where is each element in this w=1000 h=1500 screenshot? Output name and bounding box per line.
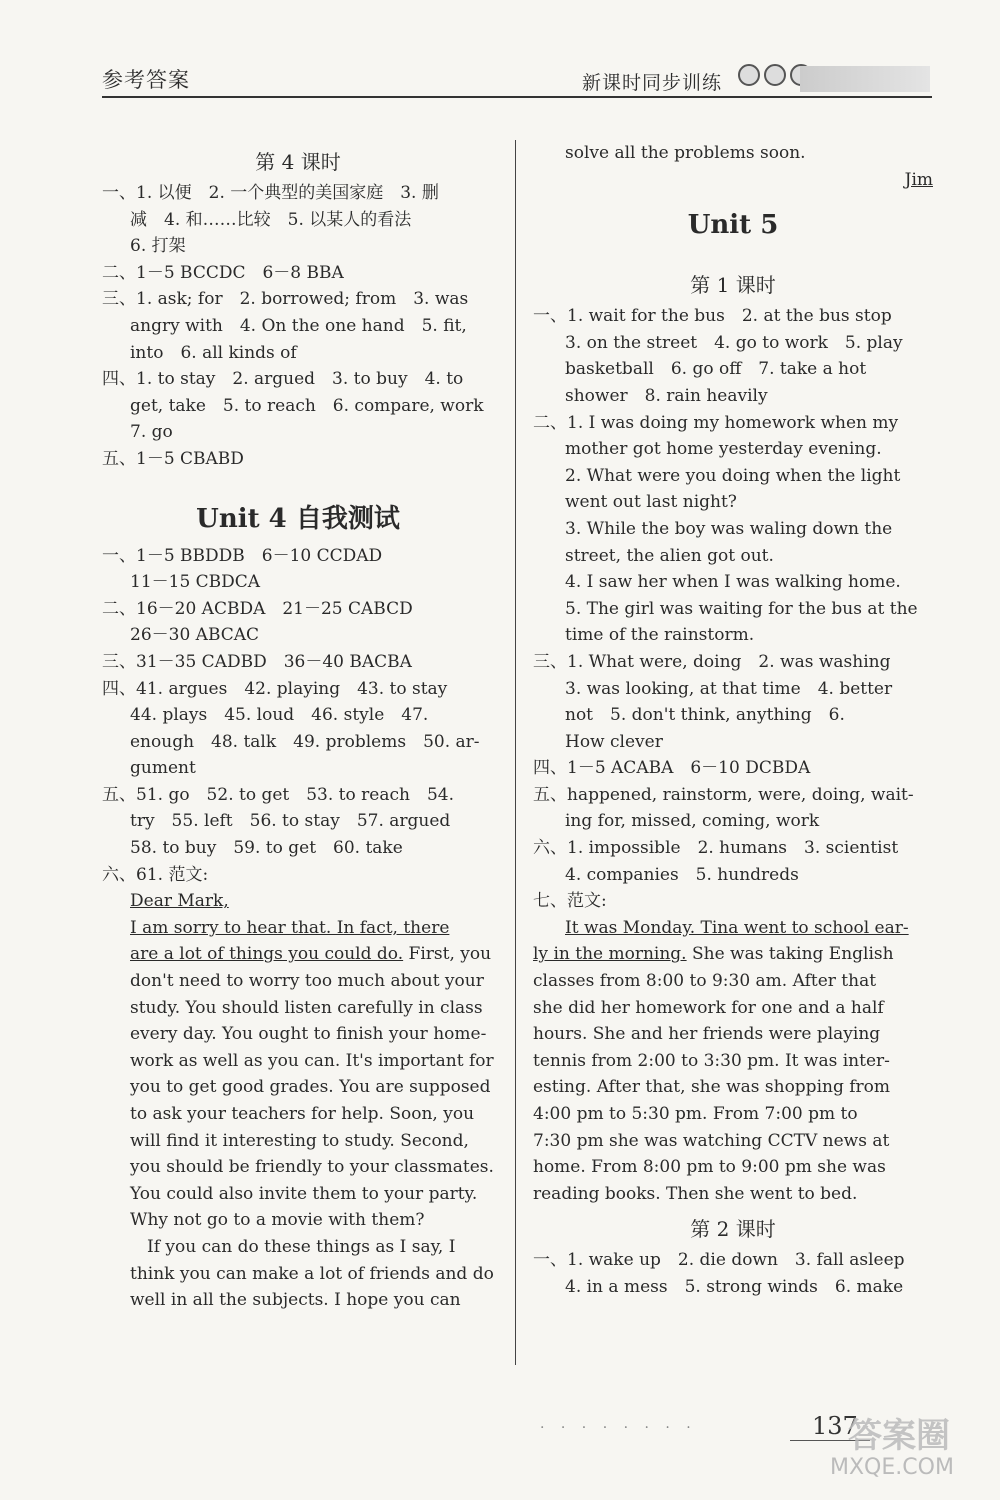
answer-line: time of the rainstorm. xyxy=(565,625,755,646)
essay-line: tennis from 2:00 to 3:30 pm. It was inter- xyxy=(533,1050,890,1071)
essay-line: don't need to worry too much about your xyxy=(130,971,484,992)
essay-line: will find it interesting to study. Second, xyxy=(130,1130,469,1151)
answer-line: How clever xyxy=(565,731,663,752)
essay-line: to ask your teachers for help. Soon, you xyxy=(130,1104,475,1124)
essay-underlined: I am sorry to hear that. In fact, there xyxy=(130,917,450,938)
answer-line: 三、1. ask; for 2. borrowed; from 3. was xyxy=(102,289,469,310)
answer-line: went out last night? xyxy=(565,492,737,513)
answer-line: 五、51. go 52. to get 53. to reach 54. xyxy=(102,784,454,805)
essay-line xyxy=(102,941,494,968)
answer-line: ing for, missed, coming, work xyxy=(565,811,820,832)
answer-line: enough 48. talk 49. problems 50. ar- xyxy=(130,731,480,752)
answer-line: 11－15 CBDCA xyxy=(130,572,261,593)
essay-underlined: It was Monday. Tina went to school ear- xyxy=(565,917,909,938)
answer-line: 二、1. I was doing my homework when my xyxy=(533,412,899,433)
answer-line: 一、1. 以便 2. 一个典型的美国家庭 3. 删 xyxy=(102,183,439,203)
footer-dots: · · · · · · · · xyxy=(540,1420,697,1436)
lesson4-heading: 第 4 课时 xyxy=(255,150,341,174)
answer-line: 4. I saw her when I was walking home. xyxy=(565,572,901,593)
answer-line: 五、1－5 CBABD xyxy=(102,448,244,469)
answer-line: 四、41. argues 42. playing 43. to stay xyxy=(102,678,448,699)
essay-line: every day. You ought to finish your home- xyxy=(130,1024,487,1045)
answer-line: shower 8. rain heavily xyxy=(565,385,768,406)
essay-line: well in all the subjects. I hope you can xyxy=(130,1290,461,1311)
essay-line: If you can do these things as I say, I xyxy=(130,1236,456,1257)
watermark-url: MXQE.COM xyxy=(830,1455,954,1480)
answer-line: angry with 4. On the one hand 5. fit, xyxy=(130,315,467,336)
essay-line: esting. After that, she was shopping from xyxy=(533,1077,891,1098)
answer-line: not 5. don't think, anything 6. xyxy=(565,705,845,726)
essay-underlined: ly in the morning. xyxy=(533,944,687,965)
header-left-title: 参考答案 xyxy=(102,68,190,92)
answer-line: 六、61. 范文: xyxy=(102,864,209,885)
answer-line: 6. 打架 xyxy=(130,236,186,257)
essay-line: classes from 8:00 to 9:30 am. After that xyxy=(533,971,877,992)
answer-line: 5. The girl was waiting for the bus at the xyxy=(565,598,918,619)
answer-line: 二、16－20 ACBDA 21－25 CABCD xyxy=(102,598,413,619)
essay-line: she did her homework for one and a half xyxy=(533,997,884,1018)
essay-signature: Jim xyxy=(904,169,933,190)
answer-line: 六、1. impossible 2. humans 3. scientist xyxy=(533,838,899,859)
essay-line: study. You should listen carefully in class xyxy=(130,997,483,1018)
answer-line: mother got home yesterday evening. xyxy=(565,439,882,460)
logo-circle-icon xyxy=(764,64,786,86)
answer-line: 58. to buy 59. to get 60. take xyxy=(130,838,403,859)
answer-line: 四、1－5 ACABA 6－10 DCBDA xyxy=(533,758,811,779)
essay-line: solve all the problems soon. xyxy=(565,143,806,163)
essay-text: First, you xyxy=(403,944,492,965)
unit4-test-heading: Unit 4 自我测试 xyxy=(196,503,400,534)
answer-line: 四、1. to stay 2. argued 3. to buy 4. to xyxy=(102,369,464,390)
essay-line: reading books. Then she went to bed. xyxy=(533,1183,858,1204)
answer-line: 一、1. wake up 2. die down 3. fall asleep xyxy=(533,1250,905,1271)
answer-line: street, the alien got out. xyxy=(565,545,774,566)
answer-line: into 6. all kinds of xyxy=(130,342,297,363)
logo-circle-icon xyxy=(738,64,760,86)
lesson2-heading: 第 2 课时 xyxy=(690,1217,776,1242)
header-right-title: 新课时同步训练 xyxy=(582,72,723,94)
answer-line: 三、1. What were, doing 2. was washing xyxy=(533,651,891,672)
essay-line xyxy=(102,915,494,942)
answer-line: get, take 5. to reach 6. compare, work xyxy=(130,395,484,416)
header-decoration xyxy=(800,66,930,92)
essay-line: you should be friendly to your classmates. xyxy=(130,1157,494,1178)
header-rule xyxy=(102,96,932,98)
column-divider xyxy=(515,140,516,1365)
right-column xyxy=(533,140,933,1301)
answer-line: basketball 6. go off 7. take a hot xyxy=(565,359,867,380)
answer-line: 二、1－5 BCCDC 6－8 BBA xyxy=(102,262,344,283)
essay-line: You could also invite them to your party. xyxy=(130,1183,478,1204)
answer-line: 44. plays 45. loud 46. style 47. xyxy=(130,705,429,726)
essay-line xyxy=(533,915,933,942)
page-number: 137 xyxy=(812,1412,858,1440)
answer-line: 3. was looking, at that time 4. better xyxy=(565,678,893,699)
essay-line: Why not go to a movie with them? xyxy=(130,1210,425,1231)
answer-line: 4. in a mess 5. strong winds 6. make xyxy=(565,1276,904,1297)
answer-line: 2. What were you doing when the light xyxy=(565,465,901,486)
answer-line: 减 4. 和……比较 5. 以某人的看法 xyxy=(130,209,412,230)
essay-line: 7:30 pm she was watching CCTV news at xyxy=(533,1130,890,1151)
answer-line: try 55. left 56. to stay 57. argued xyxy=(130,811,451,832)
lesson1-heading: 第 1 课时 xyxy=(690,273,776,298)
unit5-heading: Unit 5 xyxy=(687,210,779,241)
essay-line: work as well as you can. It's important for xyxy=(130,1050,494,1071)
answer-line: 一、1. wait for the bus 2. at the bus stop xyxy=(533,306,892,327)
essay-text: She was taking English xyxy=(686,944,894,965)
answer-line: 三、31－35 CADBD 36－40 BACBA xyxy=(102,651,412,672)
answer-line: gument xyxy=(130,758,196,779)
essay-line: 4:00 pm to 5:30 pm. From 7:00 pm to xyxy=(533,1104,858,1124)
answer-line: 26－30 ABCAC xyxy=(130,625,260,646)
essay-line: you to get good grades. You are supposed xyxy=(130,1077,491,1098)
answer-line: 五、happened, rainstorm, were, doing, wait- xyxy=(533,784,914,805)
answer-line: 4. companies 5. hundreds xyxy=(565,864,799,885)
essay-line: think you can make a lot of friends and do xyxy=(130,1263,494,1284)
answer-line: 七、范文: xyxy=(533,891,607,912)
watermark-logo: 答案圈 xyxy=(848,1416,950,1456)
answer-line: 3. on the street 4. go to work 5. play xyxy=(565,332,903,353)
essay-underlined: are a lot of things you could do. xyxy=(130,944,404,965)
answer-line: 7. go xyxy=(130,422,173,443)
essay-line: home. From 8:00 pm to 9:00 pm she was xyxy=(533,1157,886,1178)
essay-line xyxy=(533,941,933,968)
answer-line: 3. While the boy was waling down the xyxy=(565,518,893,539)
essay-line: hours. She and her friends were playing xyxy=(533,1024,881,1045)
answer-line: 一、1－5 BBDDB 6－10 CCDAD xyxy=(102,545,383,566)
essay-greeting: Dear Mark, xyxy=(130,891,229,912)
left-column xyxy=(102,140,494,1314)
